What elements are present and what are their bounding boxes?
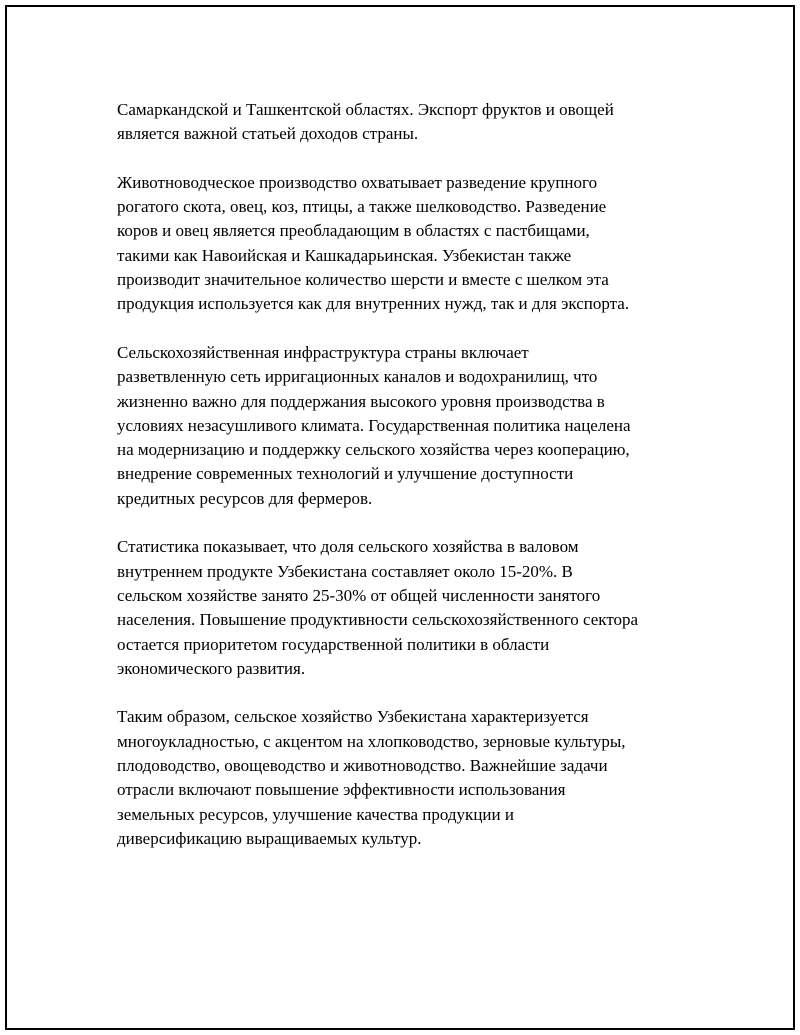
paragraph-3: Сельскохозяйственная инфраструктура страны включает разветвленную сеть ирригационных каналов и водохранилищ, что жизненно важно для поддержания высокого уровня производства в условиях незасушливого климата. Государственная политика нацелена на модернизацию и поддержку сельского хозяйства через кооперацию, внедрение современных технологий и улучшение доступности кредитных ресурсов для фермеров. xyxy=(117,342,631,508)
paragraph-5: Таким образом, сельское хозяйство Узбекистана характеризуется многоукладностью, с акцентом на хлопководство, зерновые культуры, плодоводство, овощеводство и животноводство. Важнейшие задачи отрасли включают повышение эффективности использования земельных ресурсов, улучшение качества продукции и диверсификацию выращиваемых культур. xyxy=(117,707,626,848)
paragraph-4: Статистика показывает, что доля сельского хозяйства в валовом внутреннем продукте Узбекистана составляет около 15-20%. В сельском хозяйстве занято 25-30% от общей численности занятого населения. Повышение продуктивности сельскохозяйственного сектора остается приоритетом государственной политики в области экономического развития. xyxy=(117,537,639,678)
paragraph-2: Животноводческое производство охватывает разведение крупного рогатого скота, овец, коз, птицы, а также шелководство. Разведение коров и овец является преобладающим в областях с пастбищами, такими как Навоийская и Кашкадарьинская. Узбекистан также производит значительное количество шерсти и вместе с шелком эта продукция используется как для внутренних нужд, так и для экспорта. xyxy=(117,172,630,314)
document-body xyxy=(117,98,707,851)
page-frame xyxy=(5,5,795,1030)
paragraph-1: Самаркандской и Ташкентской областях. Экспорт фруктов и овощей является важной статьей доходов страны. xyxy=(117,100,614,144)
